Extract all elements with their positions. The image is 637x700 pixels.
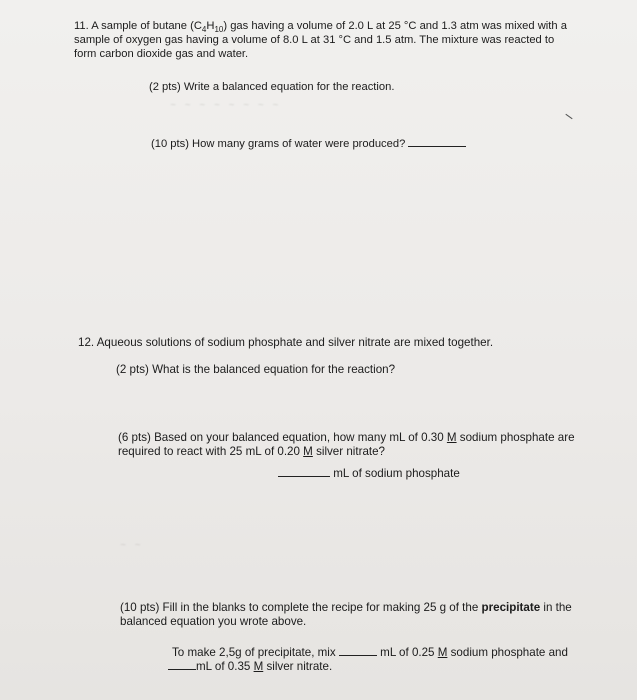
q11-intro-line3: form carbon dioxide gas and water. [74, 48, 249, 60]
q12-recipe-silver-nitrate-ml-blank[interactable] [168, 658, 196, 670]
q11-intro-line2: sample of oxygen gas having a volume of 8.0 L at 31 °C and 1.5 atm. The mixture was reacted to [74, 34, 555, 46]
q12-sodium-phosphate-ml-blank[interactable] [278, 465, 330, 477]
q12-part-c-line2: balanced equation you wrote above. [120, 615, 307, 628]
q12-recipe-line2: mL of 0.35 M silver nitrate. [168, 658, 332, 674]
q12-recipe-phosphate-ml-blank[interactable] [339, 644, 377, 656]
q12-recipe-line1: To make 2,5g of precipitate, mix mL of 0.25 M sodium phosphate and [172, 646, 568, 659]
bleed-through-mark: ~ ~ [120, 540, 144, 551]
q11-intro-line1: 11. A sample of butane $(C_4H_{10})$ gas having a volume of 2.0 L at 25 °C and 1.3 atm was mixed with a [74, 20, 567, 35]
q12-part-b-answer: mL of sodium phosphate [278, 465, 460, 481]
pen-mark [565, 114, 572, 119]
q12-part-a: (2 pts) What is the balanced equation for the reaction? [116, 363, 396, 376]
q12-part-b-line1: (6 pts) Based on your balanced equation, how many mL of 0.30 M sodium phosphate are [118, 431, 575, 444]
q11-part-b: (10 pts) How many grams of water were produced? [151, 135, 466, 151]
bleed-through-handwriting: ~ ~ ~ ~ ~ ~ ~ ~ [170, 100, 282, 111]
q11-part-a: (2 pts) Write a balanced equation for the reaction. [149, 81, 395, 93]
q12-part-b-line2: required to react with 25 mL of 0.20 M silver nitrate? [118, 445, 386, 458]
q12-part-c-line1: (10 pts) Fill in the blanks to complete the recipe for making 25 g of the precipitate in the [120, 601, 572, 614]
q12-intro: 12. Aqueous solutions of sodium phosphate and silver nitrate are mixed together. [78, 336, 494, 349]
q11-water-answer-blank[interactable] [408, 135, 466, 147]
